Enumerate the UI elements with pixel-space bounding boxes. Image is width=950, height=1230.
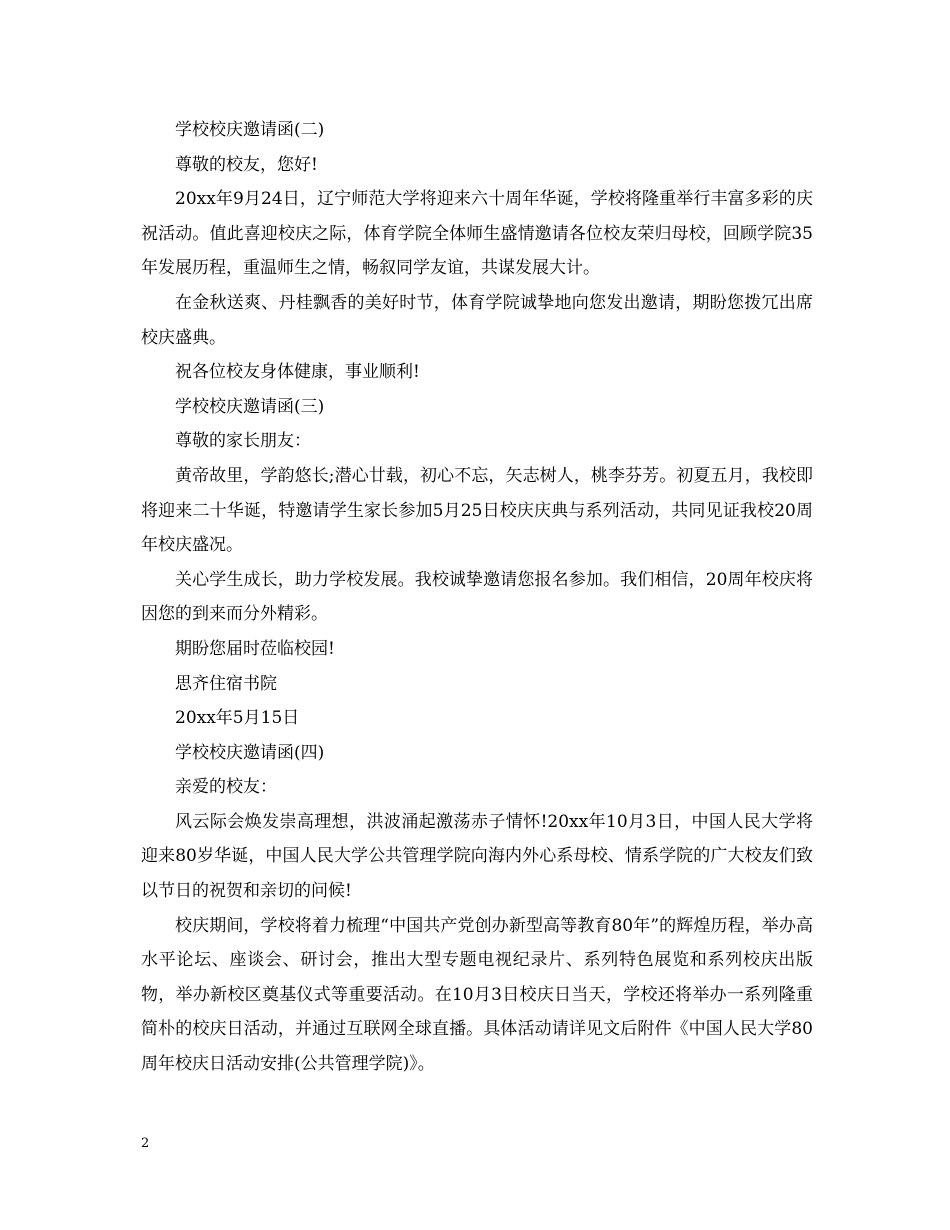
paragraph-liaoning-anniversary: 20xx年9月24日，辽宁师范大学将迎来六十周年华诞，学校将隆重举行丰富多彩的庆祝活动。值此喜迎校庆之际，体育学院全体师生盛情邀请各位校友荣归母校，回顾学院35年发展历程，重温师生之情，畅叙同学友谊，共谋发展大计。 [141,189,813,279]
salutation-alumni: 尊敬的校友，您好! [175,154,318,175]
paragraph-celebration-events: 校庆期间，学校将着力梳理“中国共产党创办新型高等教育80年”的辉煌历程，举办高水平论坛、座谈会、研讨会，推出大型专题电视纪录片、系列特色展览和系列校庆出版物，举办新校区奠基仪式等重要活动。在10月3日校庆日当天，学校还将举办一系列隆重简朴的校庆日活动，并通过互联网全球直播。具体活动请详见文后附件《中国人民大学80周年校庆日活动安排(公共管理学院)》。 [141,915,813,1075]
paragraph-closing-hope: 期盼您届时莅临校园! [175,638,335,659]
paragraph-invitation-autumn: 在金秋送爽、丹桂飘香的美好时节，体育学院诚挚地向您发出邀请，期盼您拨冗出席校庆盛典。 [141,292,813,348]
heading-invitation-2: 学校校庆邀请函(二) [175,120,325,140]
salutation-dear-alumni: 亲爱的校友： [175,777,277,798]
paragraph-20th-anniversary: 黄帝故里，学韵悠长;潜心廿载，初心不忘，矢志树人，桃李芬芳。初夏五月，我校即将迎来二十华诞，特邀请学生家长参加5月25日校庆庆典与系列活动，共同见证我校20周年校庆盛况。 [141,465,813,556]
paragraph-wishes: 祝各位校友身体健康，事业顺利! [175,362,420,383]
salutation-parents: 尊敬的家长朋友： [175,431,311,452]
paragraph-registration: 关心学生成长，助力学校发展。我校诚挚邀请您报名参加。我们相信，20周年校庆将因您的到来而分外精彩。 [141,569,813,625]
signature-date: 20xx年5月15日 [175,708,300,729]
heading-invitation-4: 学校校庆邀请函(四) [175,742,325,763]
signature-college: 思齐住宿书院 [175,673,277,694]
heading-invitation-3: 学校校庆邀请函(三) [175,396,325,417]
page-number: 2 [141,1136,150,1151]
document-body [141,113,813,1082]
paragraph-renmin-anniversary: 风云际会焕发崇高理想，洪波涌起激荡赤子情怀!20xx年10月3日，中国人民大学将迎来80岁华诞，中国人民大学公共管理学院向海内外心系母校、情系学院的广大校友们致以节日的祝贺和亲切的问候! [141,811,813,902]
